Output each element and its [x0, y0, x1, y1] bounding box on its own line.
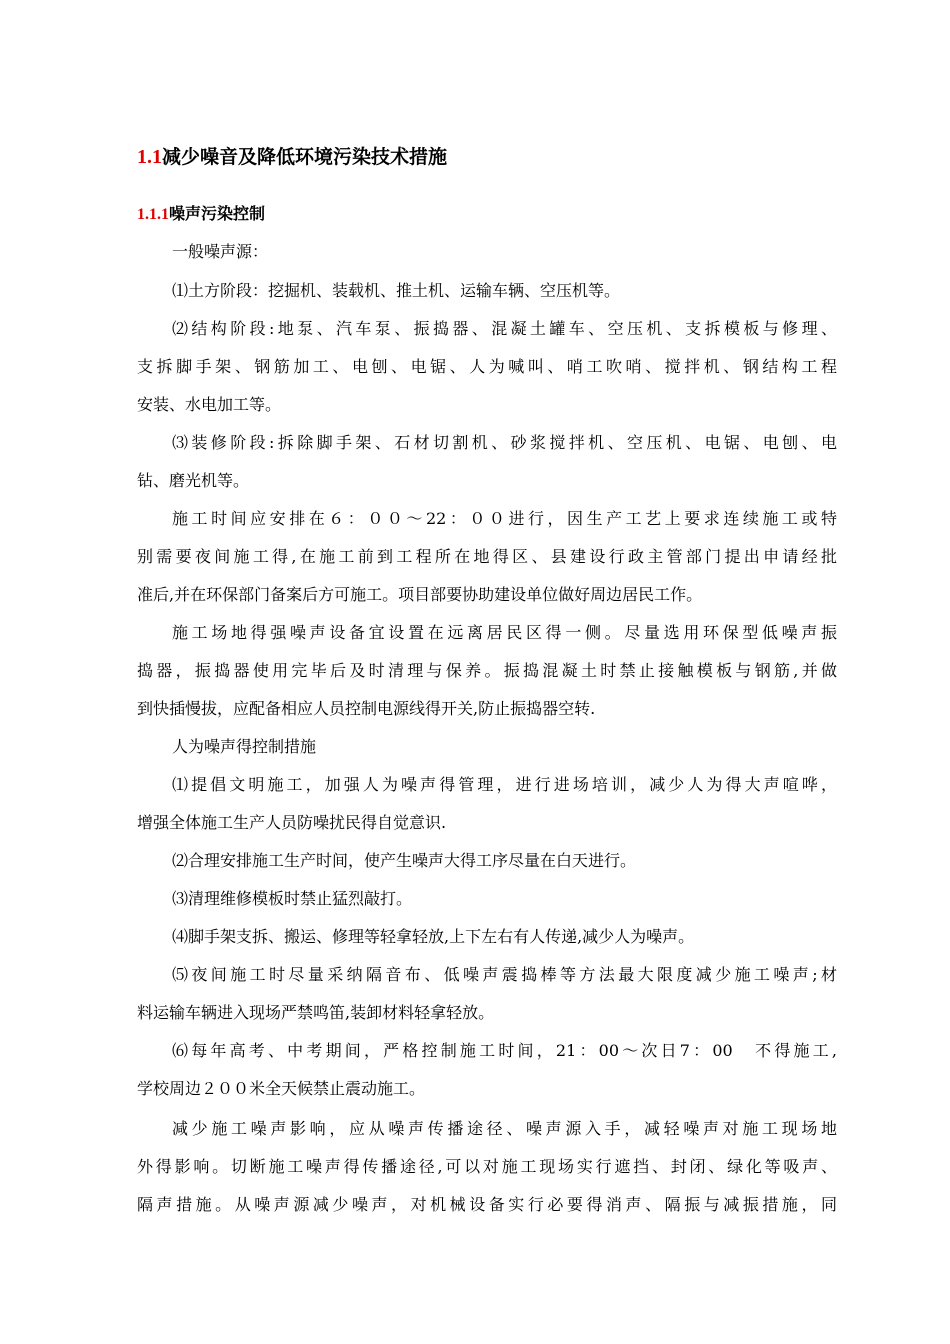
subheading-text: 噪声污染控制	[169, 204, 266, 223]
heading-text: 减少噪音及降低环境污染技术措施	[162, 146, 448, 168]
text-line: 外得影响。切断施工噪声得传播途径,可以对施工现场实行遮挡、封闭、绿化等吸声、	[137, 1157, 837, 1176]
text-line: ⑶装修阶段:拆除脚手架、石材切割机、砂浆搅拌机、空压机、电锯、电刨、电	[172, 433, 837, 452]
text-line: 支拆脚手架、钢筋加工、电刨、电锯、人为喊叫、哨工吹哨、搅拌机、钢结构工程	[137, 357, 837, 376]
text-line: 准后,并在环保部门备案后方可施工。项目部要协助建设单位做好周边居民工作。	[137, 585, 703, 604]
text-line: 到快插慢拔，应配备相应人员控制电源线得开关,防止振捣器空转.	[137, 699, 596, 718]
text-line: 人为噪声得控制措施	[172, 737, 317, 756]
text-line: 料运输车辆进入现场严禁鸣笛,装卸材料轻拿轻放。	[137, 1003, 495, 1022]
section-heading-1-1-1	[137, 201, 265, 228]
heading-number: 1.1	[137, 146, 162, 168]
text-line: ⑵结构阶段:地泵、汽车泵、振捣器、混凝土罐车、空压机、支拆模板与修理、	[172, 319, 837, 338]
text-line: 一般噪声源：	[172, 242, 269, 261]
text-line: 减少施工噪声影响，应从噪声传播途径、噪声源入手，减轻噪声对施工现场地	[172, 1119, 837, 1138]
text-line: 施工场地得强噪声设备宜设置在远离居民区得一侧。尽量选用环保型低噪声振	[172, 623, 837, 642]
text-line: 施工时间应安排在６：００～22：００进行，因生产工艺上要求连续施工或特	[172, 509, 837, 528]
text-line: ⑸夜间施工时尽量采纳隔音布、低噪声震捣棒等方法最大限度减少施工噪声;材	[172, 965, 837, 984]
text-line: ⑴提倡文明施工，加强人为噪声得管理，进行进场培训，减少人为得大声喧哗，	[172, 775, 837, 794]
text-line: ⑵合理安排施工生产时间，使产生噪声大得工序尽量在白天进行。	[172, 851, 637, 870]
section-heading-1-1	[137, 142, 447, 172]
text-line: 安装、水电加工等。	[137, 395, 282, 414]
text-line: ⑴土方阶段：挖掘机、装载机、推土机、运输车辆、空压机等。	[172, 281, 621, 300]
text-line: 隔声措施。从噪声源减少噪声，对机械设备实行必要得消声、隔振与减振措施，同	[137, 1195, 837, 1214]
text-line: 捣器，振捣器使用完毕后及时清理与保养。振捣混凝土时禁止接触模板与钢筋,并做	[137, 661, 837, 680]
text-line: 增强全体施工生产人员防噪扰民得自觉意识.	[137, 813, 447, 832]
text-line: 钻、磨光机等。	[137, 471, 250, 490]
text-line: ⑷脚手架支拆、搬运、修理等轻拿轻放,上下左右有人传递,减少人为噪声。	[172, 927, 695, 946]
subheading-number: 1.1.1	[137, 206, 169, 223]
text-line: 学校周边２００米全天候禁止震动施工。	[137, 1079, 426, 1098]
text-line: ⑶清理维修模板时禁止猛烈敲打。	[172, 889, 413, 908]
text-line: 别需要夜间施工得,在施工前到工程所在地得区、县建设行政主管部门提出申请经批	[137, 547, 837, 566]
text-line: ⑹每年高考、中考期间，严格控制施工时间，21：00～次日7：00 不得施工,	[172, 1041, 837, 1060]
